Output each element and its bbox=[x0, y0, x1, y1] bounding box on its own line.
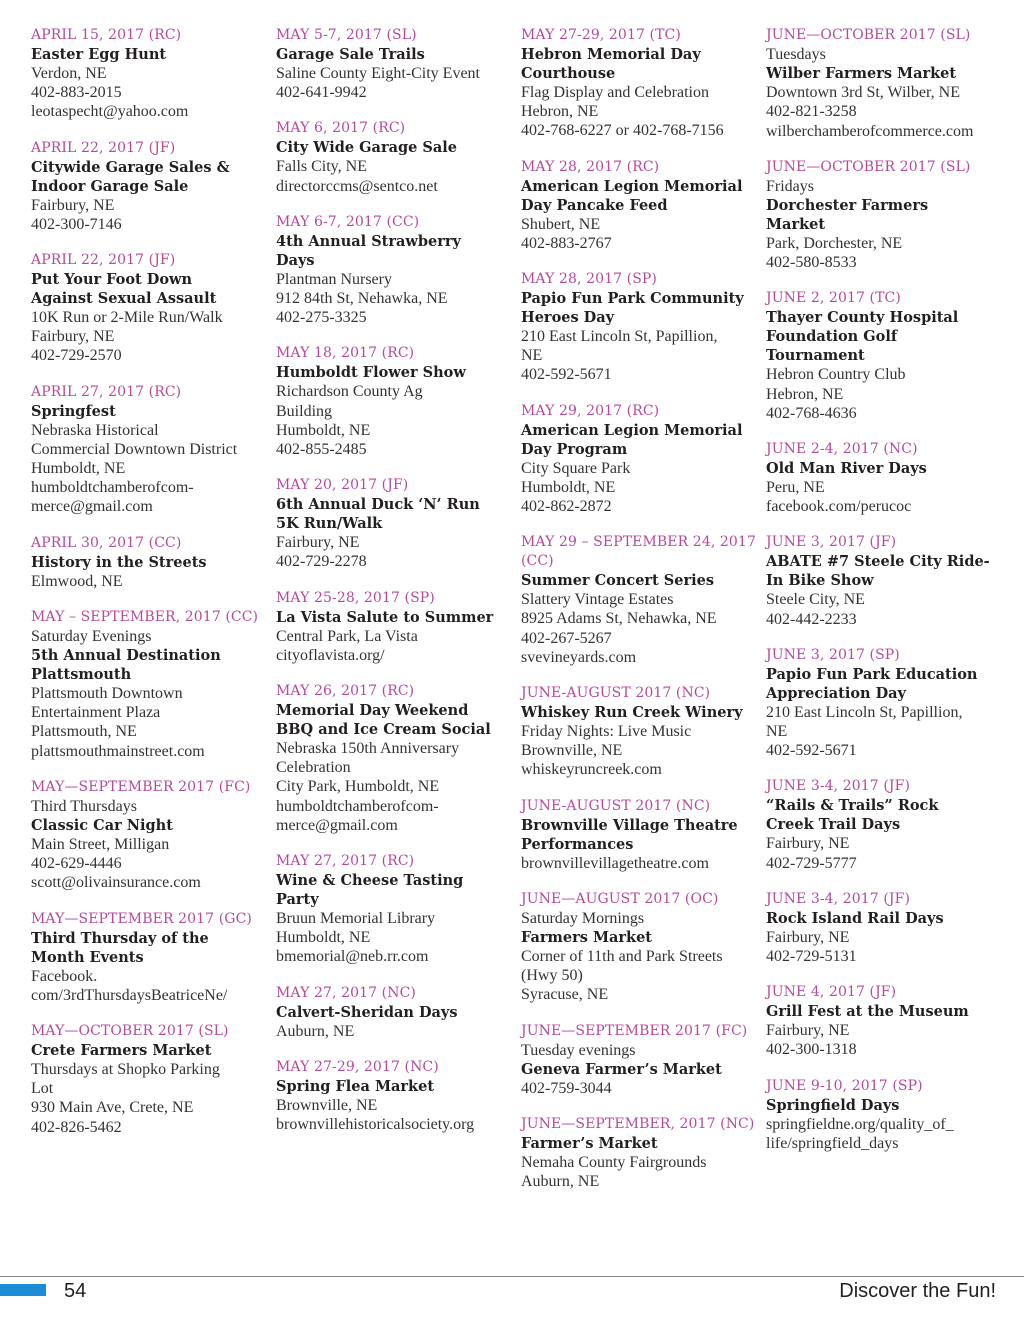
event-detail: Humboldt, NE bbox=[276, 421, 371, 439]
event-title: Citywide Garage Sales & bbox=[31, 158, 230, 176]
event-detail: Bruun Memorial Library bbox=[276, 910, 436, 928]
event-contact-link[interactable]: brownvillevillagetheatre.com bbox=[521, 854, 709, 872]
event-date: JUNE—SEPTEMBER 2017 (FC) bbox=[521, 1022, 748, 1039]
event-detail: 402-442-2233 bbox=[766, 610, 857, 628]
event-date: JUNE-AUGUST 2017 (NC) bbox=[521, 685, 711, 702]
event-detail: Nemaha County Fairgrounds bbox=[521, 1154, 707, 1172]
event-listing bbox=[521, 684, 758, 780]
event-listing bbox=[276, 213, 513, 328]
event-detail: 402-729-2278 bbox=[276, 553, 367, 571]
event-title: Springfield Days bbox=[766, 1096, 900, 1114]
event-title: Month Events bbox=[31, 948, 144, 966]
event-title: American Legion Memorial bbox=[521, 421, 743, 439]
event-contact-link[interactable]: plattsmouthmainstreet.com bbox=[31, 742, 205, 760]
event-column bbox=[31, 26, 276, 1266]
event-title: Day Pancake Feed bbox=[521, 196, 668, 214]
event-detail: 10K Run or 2-Mile Run/Walk bbox=[31, 309, 223, 327]
event-date: MAY 26, 2017 (RC) bbox=[276, 683, 415, 700]
event-listing bbox=[276, 589, 513, 665]
event-title: Farmer’s Market bbox=[521, 1135, 658, 1153]
event-title: Party bbox=[276, 891, 319, 909]
event-listing bbox=[521, 158, 758, 253]
event-title: Papio Fun Park Education bbox=[766, 665, 978, 683]
event-contact-link[interactable]: whiskeyruncreek.com bbox=[521, 761, 662, 779]
event-detail: 402-300-1318 bbox=[766, 1041, 857, 1059]
event-listing bbox=[276, 344, 513, 459]
event-detail: Fairbury, NE bbox=[766, 1022, 850, 1040]
event-listing bbox=[521, 1115, 758, 1191]
event-detail: Elmwood, NE bbox=[31, 572, 123, 590]
event-title: Foundation Golf bbox=[766, 328, 898, 346]
event-detail: Falls City, NE bbox=[276, 158, 367, 176]
event-listing bbox=[766, 289, 1003, 423]
event-title: Rock Island Rail Days bbox=[766, 909, 944, 927]
event-listing bbox=[31, 139, 268, 234]
event-detail: City Square Park bbox=[521, 459, 631, 477]
event-date: MAY 27-29, 2017 (NC) bbox=[276, 1058, 439, 1075]
event-detail: Corner of 11th and Park Streets bbox=[521, 948, 723, 966]
event-detail: Brownville, NE bbox=[521, 742, 623, 760]
event-contact-link[interactable]: humboldtchamberofcom- bbox=[276, 797, 439, 815]
event-contact-link[interactable]: wilberchamberofcommerce.com bbox=[766, 122, 974, 140]
event-title: Garage Sale Trails bbox=[276, 46, 425, 63]
event-detail: Central Park, La Vista bbox=[276, 627, 418, 645]
event-date: JUNE—OCTOBER 2017 (SL) bbox=[766, 158, 971, 175]
event-listing bbox=[521, 402, 758, 517]
event-date: MAY 18, 2017 (RC) bbox=[276, 345, 415, 362]
event-listing bbox=[766, 983, 1003, 1059]
event-detail: Nebraska Historical bbox=[31, 421, 159, 439]
event-detail: Syracuse, NE bbox=[521, 986, 609, 1004]
event-title: Creek Trail Days bbox=[766, 816, 901, 834]
event-detail: 8925 Adams St, Nehawka, NE bbox=[521, 610, 717, 628]
event-detail: Fairbury, NE bbox=[276, 534, 360, 552]
event-columns bbox=[31, 26, 1011, 1266]
event-date: JUNE 3-4, 2017 (JF) bbox=[766, 778, 911, 795]
event-title: In Bike Show bbox=[766, 572, 874, 590]
event-title: 6th Annual Duck ‘N’ Run bbox=[276, 496, 480, 514]
event-detail: Plattsmouth, NE bbox=[31, 723, 137, 741]
event-detail: Main Street, Milligan bbox=[31, 836, 170, 854]
event-detail: Humboldt, NE bbox=[276, 929, 371, 947]
event-detail: Flag Display and Celebration bbox=[521, 84, 709, 101]
event-detail: Fairbury, NE bbox=[766, 928, 850, 946]
event-title: American Legion Memorial bbox=[521, 177, 743, 195]
event-title: 5K Run/Walk bbox=[276, 515, 383, 533]
event-title: Calvert-Sheridan Days bbox=[276, 1003, 458, 1021]
event-date: JUNE 3, 2017 (JF) bbox=[766, 534, 897, 551]
event-title: Put Your Foot Down bbox=[31, 271, 193, 289]
event-detail: NE bbox=[766, 723, 788, 741]
event-date: MAY 27, 2017 (RC) bbox=[276, 853, 415, 870]
event-schedule: Saturday Evenings bbox=[31, 627, 152, 645]
event-listing bbox=[31, 778, 268, 893]
event-listing bbox=[276, 26, 513, 102]
event-detail: (Hwy 50) bbox=[521, 967, 583, 985]
event-detail: 210 East Lincoln St, Papillion, bbox=[766, 703, 963, 721]
event-schedule: Tuesday evenings bbox=[521, 1041, 636, 1059]
event-date: JUNE 4, 2017 (JF) bbox=[766, 984, 897, 1001]
event-date: APRIL 22, 2017 (JF) bbox=[31, 252, 176, 269]
event-detail: Slattery Vintage Estates bbox=[521, 591, 674, 609]
event-detail: Building bbox=[276, 402, 333, 420]
event-schedule: Fridays bbox=[766, 177, 814, 195]
event-title: Days bbox=[276, 251, 315, 269]
event-detail: Thursdays at Shopko Parking bbox=[31, 1061, 220, 1079]
event-listing bbox=[31, 383, 268, 517]
event-contact-link[interactable]: cityoflavista.org/ bbox=[276, 646, 385, 664]
event-contact-link[interactable]: leotaspecht@yahoo.com bbox=[31, 103, 189, 121]
event-detail: Friday Nights: Live Music bbox=[521, 723, 692, 741]
event-date: JUNE-AUGUST 2017 (NC) bbox=[521, 797, 711, 814]
event-detail: Hebron, NE bbox=[521, 103, 599, 121]
event-date: MAY 29, 2017 (RC) bbox=[521, 402, 660, 419]
event-detail: 402-883-2767 bbox=[521, 234, 612, 252]
event-date: MAY 6, 2017 (RC) bbox=[276, 120, 406, 137]
event-listing bbox=[766, 1077, 1003, 1153]
event-contact-link[interactable]: directorccms@sentco.net bbox=[276, 177, 438, 195]
event-contact-link[interactable]: humboldtchamberofcom- bbox=[31, 479, 194, 497]
footer-tagline: Discover the Fun! bbox=[839, 1280, 996, 1302]
event-listing bbox=[521, 26, 758, 141]
event-detail: Saline County Eight-City Event bbox=[276, 65, 480, 82]
event-detail: Plantman Nursery bbox=[276, 270, 392, 288]
event-detail: Fairbury, NE bbox=[31, 328, 115, 346]
event-contact-link[interactable]: svevineyards.com bbox=[521, 648, 637, 666]
event-title: Farmers Market bbox=[521, 929, 653, 947]
event-detail: life/springfield_days bbox=[766, 1134, 899, 1152]
event-title: Plattsmouth bbox=[31, 666, 132, 684]
event-detail: Humboldt, NE bbox=[31, 460, 126, 478]
event-detail: Richardson County Ag bbox=[276, 383, 423, 401]
event-detail: Downtown 3rd St, Wilber, NE bbox=[766, 84, 960, 102]
event-date: JUNE 3, 2017 (SP) bbox=[766, 646, 900, 663]
event-listing bbox=[31, 26, 268, 122]
event-contact-link[interactable]: scott@olivainsurance.com bbox=[31, 874, 201, 892]
event-title: Dorchester Farmers bbox=[766, 197, 929, 215]
event-date: MAY 5-7, 2017 (SL) bbox=[276, 27, 417, 43]
event-detail: 402-729-5131 bbox=[766, 948, 857, 966]
event-listing bbox=[276, 984, 513, 1041]
event-date: MAY 25-28, 2017 (SP) bbox=[276, 589, 435, 606]
event-detail: 402-826-5462 bbox=[31, 1118, 122, 1136]
event-title: Third Thursday of the bbox=[31, 929, 209, 947]
event-detail: Auburn, NE bbox=[521, 1173, 600, 1191]
event-date: MAY—SEPTEMBER 2017 (FC) bbox=[31, 778, 251, 795]
event-listing bbox=[521, 533, 758, 667]
event-detail: 402-729-2570 bbox=[31, 347, 122, 365]
event-contact-link[interactable]: merce@gmail.com bbox=[276, 816, 398, 834]
event-title: Thayer County Hospital bbox=[766, 309, 959, 327]
event-listing bbox=[766, 533, 1003, 628]
event-detail: Nebraska 150th Anniversary bbox=[276, 740, 460, 758]
event-title: Springfest bbox=[31, 402, 116, 420]
event-listing bbox=[276, 119, 513, 195]
event-date: MAY 27-29, 2017 (TC) bbox=[521, 27, 681, 43]
event-column bbox=[766, 26, 1011, 1266]
event-listing bbox=[766, 777, 1003, 872]
event-title: Wine & Cheese Tasting bbox=[276, 872, 464, 890]
event-detail: 402-729-5777 bbox=[766, 854, 857, 872]
event-listing bbox=[766, 26, 1003, 141]
event-date: MAY 6-7, 2017 (CC) bbox=[276, 213, 420, 230]
event-date: APRIL 30, 2017 (CC) bbox=[31, 534, 182, 551]
event-detail: City Park, Humboldt, NE bbox=[276, 778, 440, 796]
event-title: Market bbox=[766, 216, 826, 234]
event-date: JUNE—AUGUST 2017 (OC) bbox=[521, 890, 719, 907]
event-date: JUNE—OCTOBER 2017 (SL) bbox=[766, 27, 971, 43]
event-contact-link[interactable]: brownvillehistoricalsociety.org bbox=[276, 1116, 475, 1134]
event-detail: Lot bbox=[31, 1080, 54, 1098]
event-detail: Steele City, NE bbox=[766, 591, 865, 609]
event-date: JUNE 9-10, 2017 (SP) bbox=[766, 1077, 923, 1094]
event-detail: Hebron, NE bbox=[766, 385, 844, 403]
event-detail: 402-580-8533 bbox=[766, 254, 857, 272]
event-detail: Peru, NE bbox=[766, 479, 825, 497]
footer-accent-bar bbox=[0, 1284, 46, 1296]
event-detail: com/3rdThursdaysBeatriceNe/ bbox=[31, 986, 228, 1004]
event-detail: Facebook. bbox=[31, 967, 98, 985]
event-title: ABATE #7 Steele City Ride- bbox=[766, 553, 990, 571]
event-detail: 402-592-5671 bbox=[766, 742, 857, 760]
event-title: Geneva Farmer’s Market bbox=[521, 1060, 722, 1078]
event-title: City Wide Garage Sale bbox=[276, 139, 457, 157]
event-listing bbox=[766, 158, 1003, 273]
event-listing bbox=[766, 890, 1003, 966]
event-column bbox=[276, 26, 521, 1266]
event-detail: 210 East Lincoln St, Papillion, bbox=[521, 328, 718, 346]
event-detail: 402-275-3325 bbox=[276, 309, 367, 327]
event-listing bbox=[31, 1022, 268, 1137]
event-listing bbox=[766, 440, 1003, 516]
event-title: Easter Egg Hunt bbox=[31, 46, 167, 63]
event-title: Hebron Memorial Day bbox=[521, 46, 701, 63]
event-listing bbox=[31, 251, 268, 366]
event-detail: 912 84th St, Nehawka, NE bbox=[276, 290, 448, 308]
event-detail: 402-883-2015 bbox=[31, 84, 122, 102]
event-title: Day Program bbox=[521, 440, 628, 458]
event-detail: 402-862-2872 bbox=[521, 498, 612, 516]
event-detail: 402-759-3044 bbox=[521, 1079, 612, 1097]
event-listing bbox=[276, 476, 513, 571]
event-schedule: Saturday Mornings bbox=[521, 909, 645, 927]
event-detail: Fairbury, NE bbox=[31, 196, 115, 214]
event-detail: Verdon, NE bbox=[31, 65, 107, 82]
event-title: Brownville Village Theatre bbox=[521, 816, 738, 834]
event-detail: Plattsmouth Downtown bbox=[31, 685, 183, 703]
event-title: Summer Concert Series bbox=[521, 572, 715, 590]
event-listing bbox=[521, 890, 758, 1005]
event-title: Spring Flea Market bbox=[276, 1077, 435, 1095]
event-date: JUNE 3-4, 2017 (JF) bbox=[766, 890, 911, 907]
event-date: JUNE 2-4, 2017 (NC) bbox=[766, 441, 918, 458]
event-schedule: Tuesdays bbox=[766, 46, 826, 63]
event-title: History in the Streets bbox=[31, 553, 207, 571]
event-listing bbox=[521, 270, 758, 385]
event-date: MAY 29 – SEPTEMBER 24, 2017 (CC) bbox=[521, 534, 756, 570]
event-schedule: Third Thursdays bbox=[31, 797, 137, 815]
event-title: 4th Annual Strawberry bbox=[276, 232, 461, 250]
event-detail: Shubert, NE bbox=[521, 215, 601, 233]
event-title: Courthouse bbox=[521, 65, 616, 82]
event-title: Crete Farmers Market bbox=[31, 1042, 212, 1060]
event-listing bbox=[521, 797, 758, 873]
event-detail: Park, Dorchester, NE bbox=[766, 235, 903, 253]
event-date: MAY 28, 2017 (RC) bbox=[521, 158, 660, 175]
event-title: Memorial Day Weekend bbox=[276, 702, 469, 720]
event-title: Papio Fun Park Community bbox=[521, 290, 744, 308]
event-listing bbox=[31, 910, 268, 1005]
event-detail: 402-267-5267 bbox=[521, 629, 612, 647]
event-detail: Celebration bbox=[276, 759, 351, 777]
event-contact-link[interactable]: springfieldne.org/quality_of_ bbox=[766, 1115, 954, 1133]
event-date: MAY 20, 2017 (JF) bbox=[276, 477, 409, 494]
event-detail: Auburn, NE bbox=[276, 1022, 355, 1040]
event-detail: 402-641-9942 bbox=[276, 84, 367, 102]
event-detail: Humboldt, NE bbox=[521, 478, 616, 496]
event-date: JUNE—SEPTEMBER, 2017 (NC) bbox=[521, 1116, 755, 1133]
event-listing bbox=[766, 646, 1003, 761]
event-detail: 402-821-3258 bbox=[766, 103, 857, 121]
event-title: Appreciation Day bbox=[766, 684, 906, 702]
event-detail: 402-300-7146 bbox=[31, 215, 122, 233]
event-listing bbox=[276, 852, 513, 967]
event-date: MAY 27, 2017 (NC) bbox=[276, 984, 416, 1001]
event-date: APRIL 22, 2017 (JF) bbox=[31, 139, 176, 156]
event-title: Classic Car Night bbox=[31, 817, 173, 835]
event-title: Wilber Farmers Market bbox=[766, 65, 957, 83]
event-detail: NE bbox=[521, 347, 543, 365]
event-title: Performances bbox=[521, 835, 634, 853]
event-title: Grill Fest at the Museum bbox=[766, 1003, 969, 1021]
event-title: La Vista Salute to Summer bbox=[276, 608, 494, 626]
event-listing bbox=[521, 1022, 758, 1098]
event-title: “Rails & Trails” Rock bbox=[766, 797, 939, 815]
event-detail: Fairbury, NE bbox=[766, 835, 850, 853]
event-contact-link[interactable]: merce@gmail.com bbox=[31, 498, 153, 516]
event-detail: 402-855-2485 bbox=[276, 441, 367, 459]
event-title: Tournament bbox=[766, 347, 865, 365]
event-listing bbox=[276, 682, 513, 835]
footer-divider bbox=[0, 1276, 1024, 1277]
event-contact-link[interactable]: facebook.com/perucoc bbox=[766, 498, 912, 516]
event-detail: Brownville, NE bbox=[276, 1096, 378, 1114]
event-detail: 402-629-4446 bbox=[31, 855, 122, 873]
event-detail: 402-768-4636 bbox=[766, 404, 857, 422]
event-column bbox=[521, 26, 766, 1266]
event-date: APRIL 27, 2017 (RC) bbox=[31, 383, 182, 400]
event-title: Whiskey Run Creek Winery bbox=[521, 704, 743, 722]
event-title: Heroes Day bbox=[521, 309, 615, 327]
event-detail: 402-768-6227 or 402-768-7156 bbox=[521, 122, 724, 140]
event-listing bbox=[276, 1058, 513, 1134]
event-detail: 402-592-5671 bbox=[521, 366, 612, 384]
event-title: 5th Annual Destination bbox=[31, 647, 221, 665]
event-contact-link[interactable]: bmemorial@neb.rr.com bbox=[276, 948, 429, 966]
event-title: BBQ and Ice Cream Social bbox=[276, 721, 491, 739]
event-date: APRIL 15, 2017 (RC) bbox=[31, 27, 182, 43]
event-date: MAY 28, 2017 (SP) bbox=[521, 271, 657, 288]
event-date: MAY – SEPTEMBER, 2017 (CC) bbox=[31, 608, 259, 625]
event-title: Indoor Garage Sale bbox=[31, 177, 189, 195]
event-listing bbox=[31, 534, 268, 591]
event-title: Old Man River Days bbox=[766, 460, 927, 478]
event-detail: 930 Main Ave, Crete, NE bbox=[31, 1099, 194, 1117]
event-title: Humboldt Flower Show bbox=[276, 364, 466, 382]
event-listing bbox=[31, 608, 268, 761]
event-detail: Entertainment Plaza bbox=[31, 704, 161, 722]
event-date: MAY—OCTOBER 2017 (SL) bbox=[31, 1023, 229, 1040]
event-detail: Commercial Downtown District bbox=[31, 440, 238, 458]
event-date: MAY—SEPTEMBER 2017 (GC) bbox=[31, 910, 252, 927]
event-title: Against Sexual Assault bbox=[31, 290, 217, 308]
event-date: JUNE 2, 2017 (TC) bbox=[766, 290, 901, 307]
page-number: 54 bbox=[64, 1280, 87, 1302]
event-detail: Hebron Country Club bbox=[766, 366, 906, 384]
